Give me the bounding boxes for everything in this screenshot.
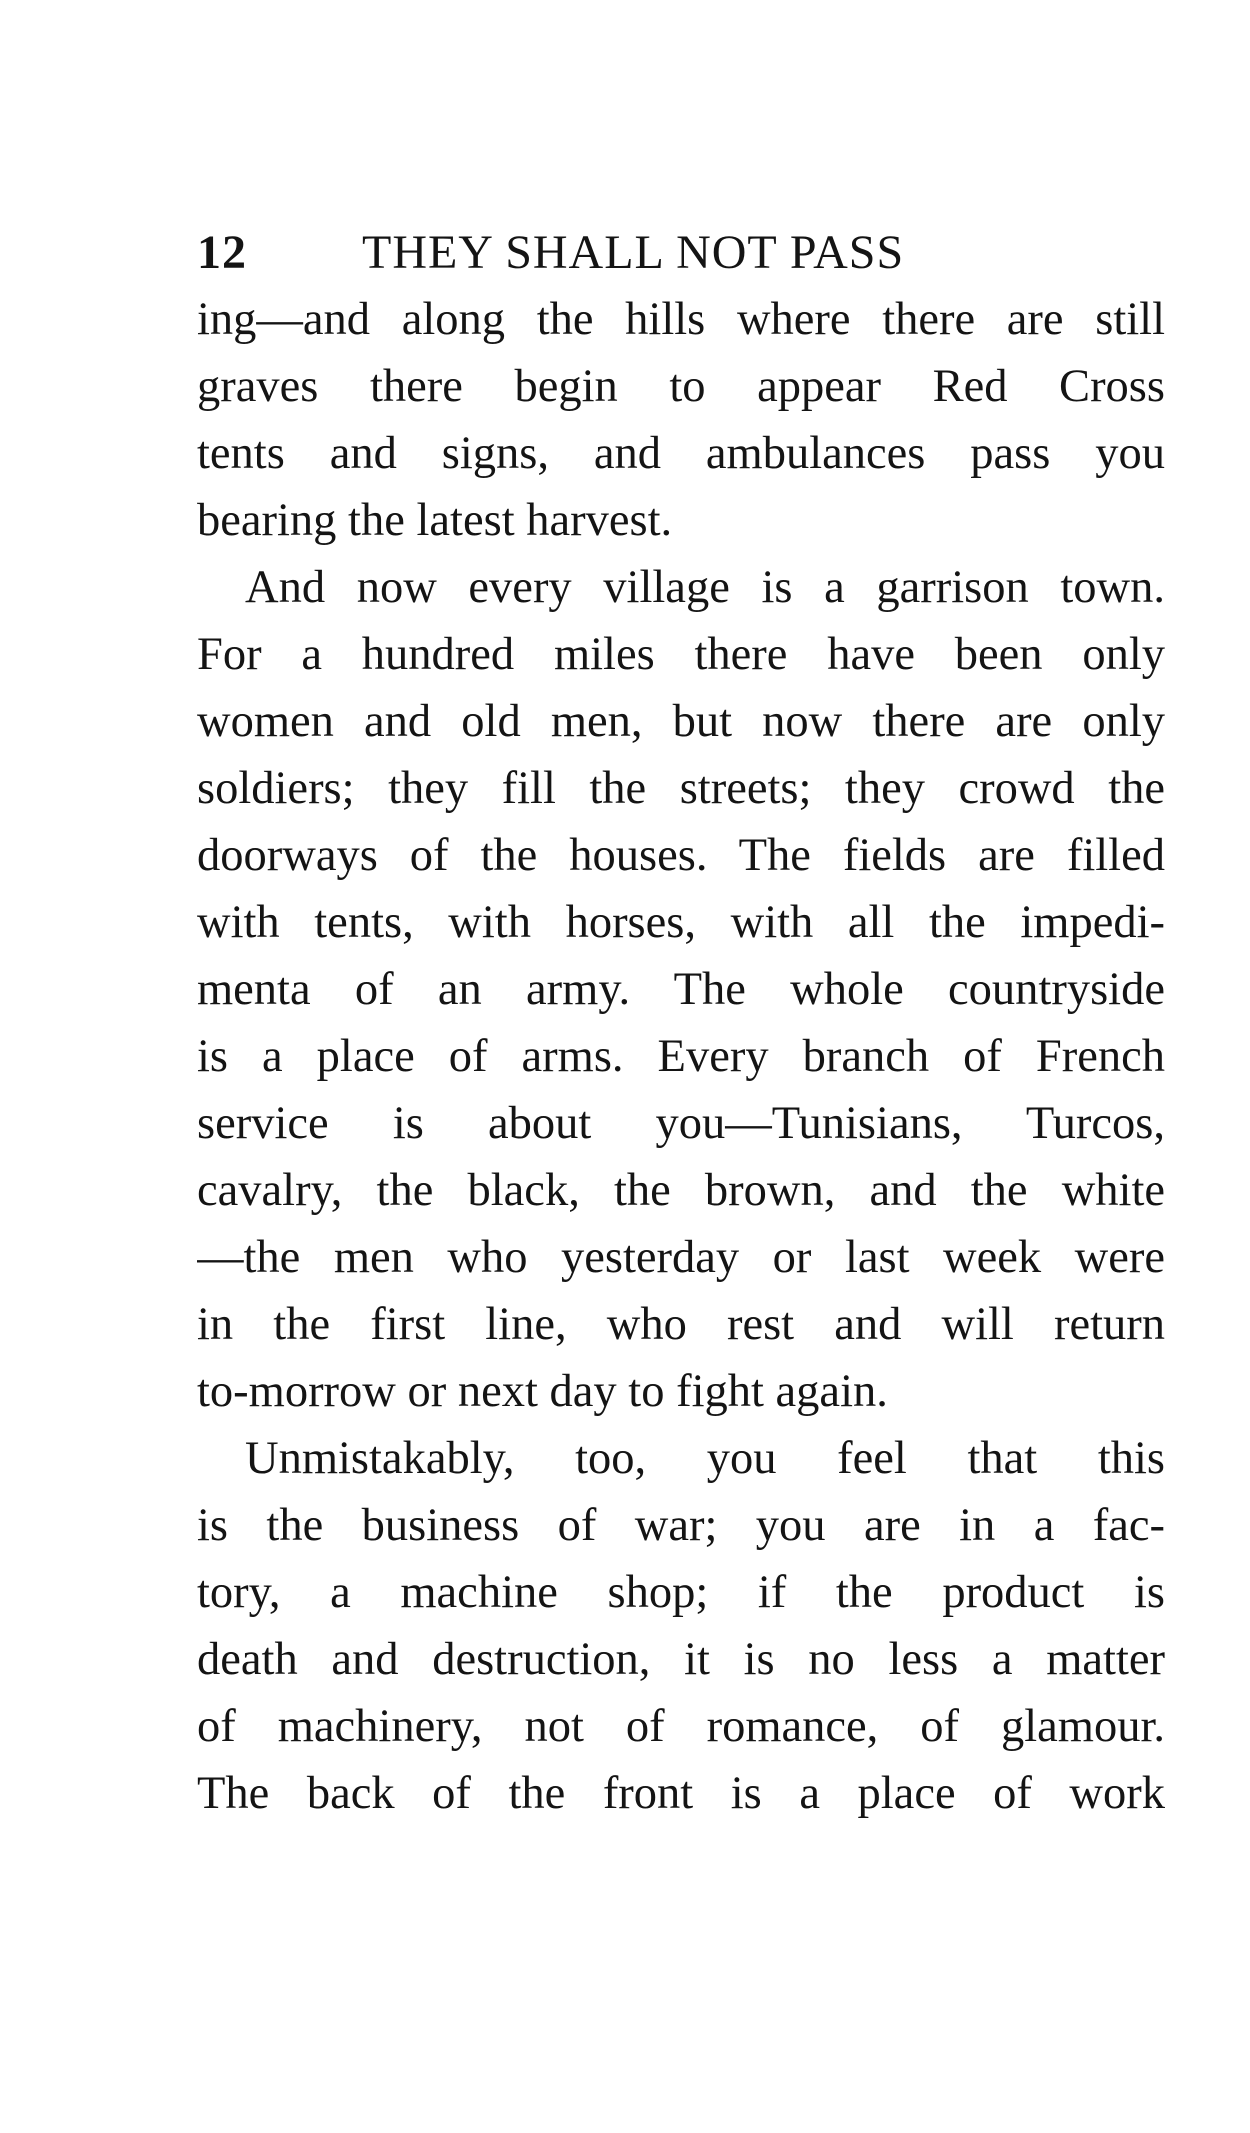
text-line: —the men who yesterday or last week were xyxy=(197,1232,1165,1283)
text-line: women and old men, but now there are only xyxy=(197,696,1165,747)
text-line: service is about you—Tunisians, Turcos, xyxy=(197,1098,1165,1149)
text-line: is the business of war; you are in a fac- xyxy=(197,1500,1165,1551)
text-line: ing—and along the hills where there are still xyxy=(197,294,1165,345)
text-line: menta of an army. The whole countryside xyxy=(197,964,1165,1015)
book-page xyxy=(197,220,1165,1827)
text-line: bearing the latest harvest. xyxy=(197,495,673,546)
text-line: tory, a machine shop; if the product is xyxy=(197,1567,1165,1618)
paragraph xyxy=(197,286,1165,554)
text-line: of machinery, not of romance, of glamour. xyxy=(197,1701,1165,1752)
text-line: in the first line, who rest and will return xyxy=(197,1299,1165,1350)
body-text xyxy=(197,286,1165,1827)
text-line: cavalry, the black, the brown, and the white xyxy=(197,1165,1165,1216)
text-line: And now every village is a garrison town. xyxy=(245,562,1165,613)
text-line: The back of the front is a place of work xyxy=(197,1768,1165,1819)
text-line: death and destruction, it is no less a matter xyxy=(197,1634,1165,1685)
paragraph xyxy=(197,554,1165,1425)
text-line: tents and signs, and ambulances pass you xyxy=(197,428,1165,479)
text-line: Unmistakably, too, you feel that this xyxy=(245,1433,1165,1484)
paragraph xyxy=(197,1425,1165,1827)
running-head xyxy=(197,220,1165,286)
text-line: to-morrow or next day to fight again. xyxy=(197,1366,888,1417)
text-line: graves there begin to appear Red Cross xyxy=(197,361,1165,412)
text-line: with tents, with horses, with all the impedi- xyxy=(197,897,1165,948)
running-title: THEY SHALL NOT PASS xyxy=(362,226,905,279)
text-line: doorways of the houses. The fields are filled xyxy=(197,830,1165,881)
text-line: is a place of arms. Every branch of French xyxy=(197,1031,1165,1082)
page-number: 12 xyxy=(197,226,247,279)
text-line: soldiers; they fill the streets; they crowd the xyxy=(197,763,1165,814)
text-line: For a hundred miles there have been only xyxy=(197,629,1165,680)
